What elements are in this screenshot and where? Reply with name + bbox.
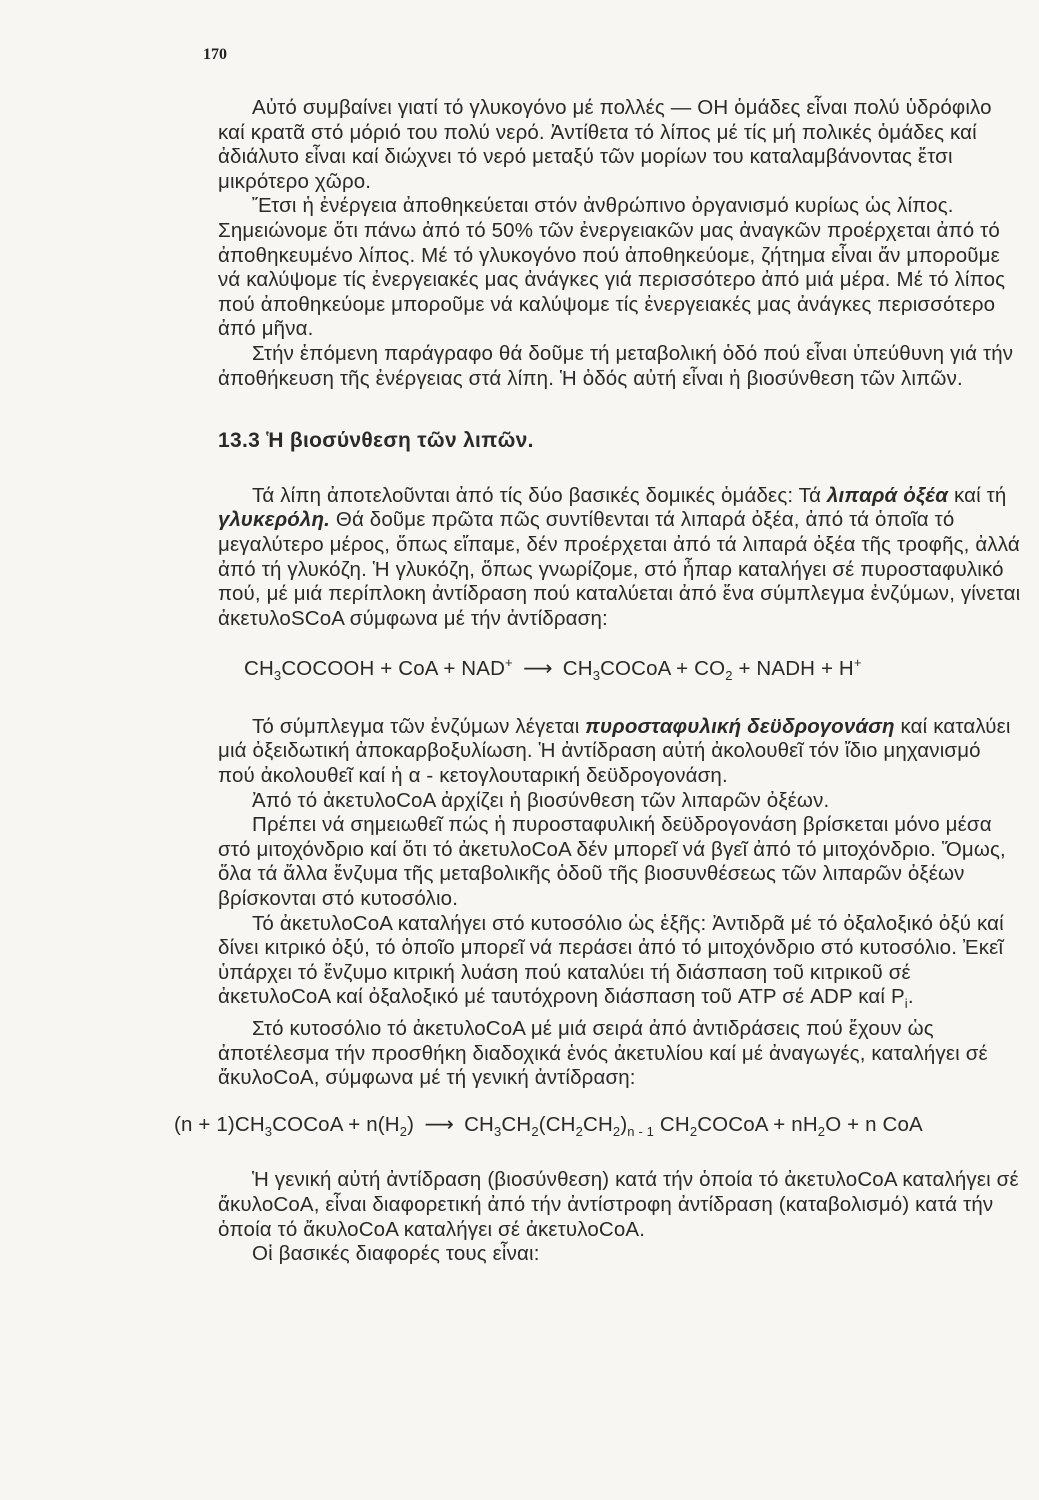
eq2-t9: CH	[654, 1112, 690, 1136]
eq2-t3: )	[407, 1112, 415, 1136]
eq1-t2: COCOOH + CoA + NAD	[281, 657, 506, 681]
page-body	[174, 96, 1023, 1267]
eq1-t3: CH	[562, 657, 593, 681]
eq2-s5: 2	[575, 1123, 583, 1139]
paragraph-4-text-e: Θά δοῦμε πρῶτα πῶς συντίθενται τά λιπαρά ὀξέα, ἀπό τά ὁποῖα τό μεγαλύτερο μέρος, ὅπως εἴπαμε, δέν προέρχεται ἀπό τά λιπαρά ὀξέα τῆς τροφῆς, ἀλλά ἀπό τή γλυκόζη. Ἡ γλυκόζη, ὅπως γνωρίζομε, στό ἧπαρ καταλήγει σέ πυροσταφυλικό πού, μέ μιά περίπλοκη ἀντίδραση πού καταλύεται ἀπό ἕνα σύμπλεγμα ἐνζύμων, γίνεται ἀκετυλοSCoA σύμφωνα μέ τήν ἀντίδραση:	[218, 508, 1021, 630]
paragraph-6: Ἀπό τό ἀκετυλοCoA ἀρχίζει ἡ βιοσύνθεση τῶν λιπαρῶν ὀξέων.	[252, 788, 830, 812]
paragraph-4	[218, 484, 1023, 632]
eq2-t5: CH	[501, 1112, 532, 1136]
paragraph-2: Ἔτσι ἡ ἐνέργεια ἀποθηκεύεται στόν ἀνθρώπινο ὀργανισμό κυρίως ὡς λίπος. Σημειώνομε ὅτι πάνω ἀπό τό 50% τῶν ἐνεργειακῶν μας ἀναγκῶν προέρχεται ἀπό τό ἀποθηκευμένο λίπος. Μέ τό γλυκογόνο πού ἀποθηκεύομε, ζήτημα εἶναι ἄν μποροῦμε νά καλύψομε τίς ἐνεργειακές μας ἀνάγκες γιά περισσότερο ἀπό μιά μέρα. Μέ τό λίπος πού ἀποθηκεύομε μποροῦμε νά καλύψομε τίς ἐνεργειακές μας ἀνάγκες περισσότερο ἀπό μῆνα.	[218, 194, 1006, 341]
paragraph-3: Στήν ἑπόμενη παράγραφο θά δοῦμε τή μεταβολική ὁδό πού εἶναι ὑπεύθυνη γιά τήν ἀποθήκευση τῆς ἐνέργειας στά λίπη. Ἡ ὁδός αὐτή εἶναι ἡ βιοσύνθεση τῶν λιπῶν.	[218, 341, 1014, 390]
eq2-s3: 3	[494, 1123, 502, 1139]
paragraph-4-text-c: καί τή	[948, 483, 1007, 507]
eq2-s1: 3	[264, 1123, 273, 1139]
eq2-t6: (CH	[538, 1112, 576, 1136]
eq1-t4: COCoA + CO	[600, 657, 726, 681]
eq2-s6: 2	[612, 1123, 621, 1139]
eq2-s8: 2	[689, 1123, 698, 1139]
eq2-t10: COCoA + nH	[697, 1112, 818, 1136]
eq1-sup2: +	[853, 655, 862, 671]
equation-pyruvate	[244, 651, 1023, 689]
eq1-sup1: +	[505, 655, 513, 671]
eq2-s2: 2	[399, 1123, 408, 1139]
term-pyruvate-dehydrogenase: πυροσταφυλική δεϋδρογονάση	[585, 714, 895, 738]
paragraph-5-text-a: Τό σύμπλεγμα τῶν ἐνζύμων λέγεται	[252, 714, 586, 738]
paragraph-10: Ἡ γενική αὐτή ἀντίδραση (βιοσύνθεση) κατά τήν ὁποία τό ἀκετυλοCoA καταλήγει σέ ἄκυλοCoA, εἶναι διαφορετική ἀπό τήν ἀντίστροφη ἀντίδραση (καταβολισμό) κατά τήν ὁποία τό ἄκυλοCoA καταλήγει σέ ἀκετυλοCoA.	[218, 1168, 1019, 1241]
paragraph-4-text-a: Τά λίπη ἀποτελοῦνται ἀπό τίς δύο βασικές δομικές ὁμάδες: Τά	[252, 483, 827, 507]
eq1-t1: CH	[244, 657, 274, 681]
reaction-arrow-icon: ⟶	[424, 1112, 454, 1136]
eq2-s9: 2	[817, 1123, 826, 1139]
eq2-t7: CH	[583, 1112, 613, 1136]
eq2-s7: n - 1	[627, 1123, 655, 1139]
eq1-s3: 2	[725, 668, 733, 684]
eq2-s4: 2	[531, 1123, 539, 1139]
paragraph-9: Στό κυτοσόλιο τό ἀκετυλοCoA μέ μιά σειρά ἀπό ἀντιδράσεις πού ἔχουν ὡς ἀποτέλεσμα τήν προσθήκη διαδοχικά ἑνός ἀκετυλίου καί μέ ἀναγωγές, καταλήγει σέ ἄκυλοCoA, σύμφωνα μέ τή γενική ἀντίδραση:	[218, 1017, 988, 1090]
eq2-t4: CH	[464, 1112, 495, 1136]
term-glycerol: γλυκερόλη.	[218, 508, 330, 532]
eq1-s2: 3	[592, 668, 601, 684]
term-fatty-acids: λιπαρά ὀξέα	[826, 483, 949, 507]
paragraph-8-end: .	[907, 985, 914, 1009]
eq2-t1: (n + 1)CH	[174, 1112, 265, 1136]
paragraph-5-text-c: καί καταλύει μιά ὀξειδωτική ἀποκαρβοξυλίωση. Ἡ ἀντίδραση αὐτή ἀκολουθεῖ τόν ἴδιο μηχανισμό πού ἀκολουθεῖ καί ἡ α - κετογλουταρική δεϋδρογονάση.	[218, 714, 1011, 787]
eq2-t8: )	[620, 1112, 628, 1136]
eq2-t2: COCoA + n(H	[272, 1112, 400, 1136]
section-heading: 13.3 Ἡ βιοσύνθεση τῶν λιπῶν.	[218, 429, 534, 453]
eq1-t5: + NADH + H	[732, 657, 854, 681]
equation-acyl-coa	[174, 1113, 1023, 1145]
paragraph-11: Οἱ βασικές διαφορές τους εἶναι:	[252, 1242, 540, 1266]
paragraph-8	[218, 912, 1023, 1017]
paragraph-7: Πρέπει νά σημειωθεῖ πώς ἡ πυροσταφυλική δεϋδρογονάση βρίσκεται μόνο μέσα στό μιτοχόνδριο καί ὅτι τό ἀκετυλοCoA δέν μπορεῖ νά βγεῖ ἀπό τό μιτοχόνδριο. Ὅμως, ὅλα τά ἄλλα ἔνζυμα τῆς μεταβολικῆς ὁδοῦ τῆς βιοσυνθέσεως τῶν λιπαρῶν ὀξέων βρίσκονται στό κυτοσόλιο.	[218, 813, 1006, 910]
eq1-s1: 3	[273, 668, 282, 684]
paragraph-8-sub: i	[904, 996, 908, 1012]
reaction-arrow-icon: ⟶	[523, 657, 553, 681]
paragraph-5	[218, 715, 1023, 789]
paragraph-1: Αὐτό συμβαίνει γιατί τό γλυκογόνο μέ πολλές — ΟΗ ὁμάδες εἶναι πολύ ὑδρόφιλο καί κρατᾶ στό μόριό του πολύ νερό. Ἀντίθετα τό λίπος μέ τίς μή πολικές ὁμάδες καί ἀδιάλυτο εἶναι καί διώχνει τό νερό μεταξύ τῶν μορίων του καταλαμβάνοντας ἔτσι μικρότερο χῶρο.	[218, 96, 992, 193]
eq2-t11: O + n CoA	[825, 1112, 923, 1136]
page-number: 170	[203, 46, 227, 63]
paragraph-8-text: Τό ἀκετυλοCoA καταλήγει στό κυτοσόλιο ὡς ἑξῆς: Ἀντιδρᾶ μέ τό ὀξαλοξικό ὀξύ καί δίνει κιτρικό ὀξύ, τό ὁποῖο μπορεῖ νά περάσει ἀπό τό μιτοχόνδριο στό κυτοσόλιο. Ἐκεῖ ὑπάρχει τό ἔνζυμο κιτρική λυάση πού καταλύει τή διάσπαση τοῦ κιτρικοῦ σέ ἀκετυλοCoA καί ὀξαλοξικό μέ ταυτόχρονη διάσπαση τοῦ ATP σέ ADP καί P	[218, 911, 1004, 1009]
